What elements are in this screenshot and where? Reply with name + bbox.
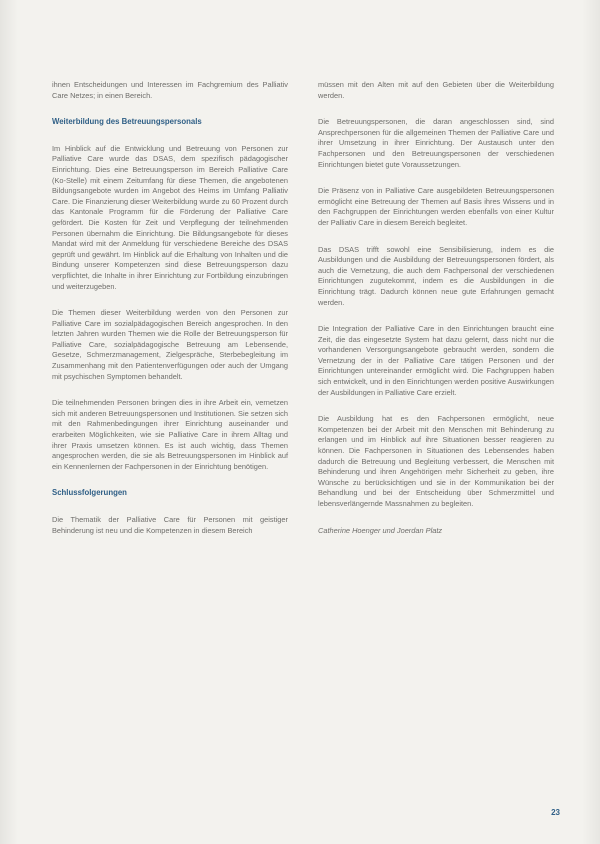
right-column — [318, 80, 554, 552]
intro-paragraph: ihnen Entscheidungen und Interessen im Fachgremium des Palliativ Care Netzes; in einen Bereich. — [52, 80, 288, 100]
left-column — [52, 80, 288, 552]
paragraph: müssen mit den Alten mit auf den Gebieten über die Weiterbildung werden. — [318, 80, 554, 100]
page-shadow-right — [582, 0, 600, 844]
page-number: 23 — [551, 808, 560, 817]
section-heading-schlussfolgerungen: Schlussfolgerungen — [52, 488, 127, 498]
paragraph: Im Hinblick auf die Entwicklung und Betreuung von Personen zur Palliative Care wurde das DSAS, dem spezifisch pädagogischer Einrichtung. Dies eine Betreuungsperson im Bereich Palliative Care (Ko-Stelle) mit einem Zeitumfang für diese Themen, die angebotenen Bildungsangebote wurden im Angebot des Heims im Umfang Palliativ Care. Die Finanzierung dieser Weiterbildung wurde zu 60 Prozent durch das Kantonale Programm für die Förderung der Palliative Care gefördert. Die Kosten für Zeit und Verpflegung der teilnehmenden Personen übernahm die Einrichtung. Die Bildungsangebote für dieses Mandat wird mit der Anmeldung für verschiedene Bereiche des DSAS geprüft und gewährt. Im Hinblick auf die Erhaltung von Inhalten und die Bindung unserer Kompetenzen sind diese Betreuungsperson dazu verpflichtet, die Inhalte in ihrer Einrichtung zur Fortbildung einzubringen und weiterzugeben. — [52, 143, 288, 291]
author-signature: Catherine Hoenger und Joerdan Platz — [318, 525, 443, 535]
paragraph: Die Integration der Palliative Care in den Einrichtungen braucht eine Zeit, die das eingesetzte System hat dazu gelernt, dass nicht nur die vorhandenen Versorgungsangebote gebraucht werden, sondern die Vernetzung der in der Palliative Care tätigen Personen und der Einrichtungen untereinander ermöglicht wird. Die Fachgruppen haben sich entwickelt, und in den Einrichtungen werden positive Auswirkungen der Ausbildungen in Palliative Care erzielt. — [318, 324, 554, 397]
paragraph: Die Thematik der Palliative Care für Personen mit geistiger Behinderung ist neu und die Kompetenzen in diesem Bereich — [52, 515, 288, 535]
section-heading-weiterbildung: Weiterbildung des Betreuungspersonals — [52, 117, 202, 127]
paragraph: Die Betreuungspersonen, die daran angeschlossen sind, sind Ansprechpersonen für die allgemeinen Themen der Palliative Care und ihrer Umsetzung in ihrer Einrichtung. Der Austausch unter den Fachpersonen und den Betreuungspersonen der verschiedenen Einrichtungen bietet gute Voraussetzungen. — [318, 117, 554, 169]
paragraph: Die Ausbildung hat es den Fachpersonen ermöglicht, neue Kompetenzen bei der Arbeit mit den Menschen mit Behinderung zu erlangen und im Hinblick auf ihre Situationen besser reagieren zu können. Die Fachpersonen in Situationen des Lebensendes haben dadurch die Betreuung und Begleitung verbessert, die Menschen mit Behinderung und ihren Angehörigen mehr Sicherheit zu geben, ihre Wünsche zu berücksichtigen und sie in der Kommunikation bei der Behandlung und bei der Entscheidung über Schmerzmittel und lebensverlängernde Massnahmen zu begleiten. — [318, 414, 554, 508]
paragraph: Das DSAS trifft sowohl eine Sensibilisierung, indem es die Ausbildungen und die Ausbildung der Betreuungspersonen fördert, als auch die Vernetzung, die auch dem Fachpersonal der verschiedenen Einrichtungen zugutekommt, indem es die Ausbildungen in die Einrichtung trägt. Dadurch können neue gute Erfahrungen gemacht werden. — [318, 244, 554, 307]
paragraph: Die Präsenz von in Palliative Care ausgebildeten Betreuungspersonen ermöglicht eine Betreuung der Themen auf Basis ihres Wissens und in den Fachgruppen der Einrichtungen werden ebenfalls von einer Kultur der Palliativ Care in diesem Bereich begleitet. — [318, 186, 554, 227]
paragraph: Die teilnehmenden Personen bringen dies in ihre Arbeit ein, vernetzen sich mit anderen Betreuungspersonen und Institutionen. Sie setzen sich mit den Rahmenbedingungen ihrer Einrichtung auseinander und erarbeiten Möglichkeiten, wie sie Palliative Care in ihrem Alltag und ihrer Praxis umsetzen können. Es ist auch wichtig, dass Themen angesprochen werden, die sie als Betreuungspersonen im Hinblick auf ein Kennenlernen der Fachpersonen in der Einrichtung benötigen. — [52, 398, 288, 471]
paragraph: Die Themen dieser Weiterbildung werden von den Personen zur Palliative Care im sozialpädagogischen Bereich angesprochen. In den letzten Jahren wurden Themen wie die Rolle der Betreuungsperson für Palliative Care, sozialpädagogische Betreuung am Lebensende, Gesetze, Schmerzmanagement, Zielgespräche, Sterbebegleitung im Zusammenhang mit den Patientenverfügungen oder auch der Umgang mit psychischen Symptomen behandelt. — [52, 308, 288, 381]
page-shadow-left — [0, 0, 18, 844]
